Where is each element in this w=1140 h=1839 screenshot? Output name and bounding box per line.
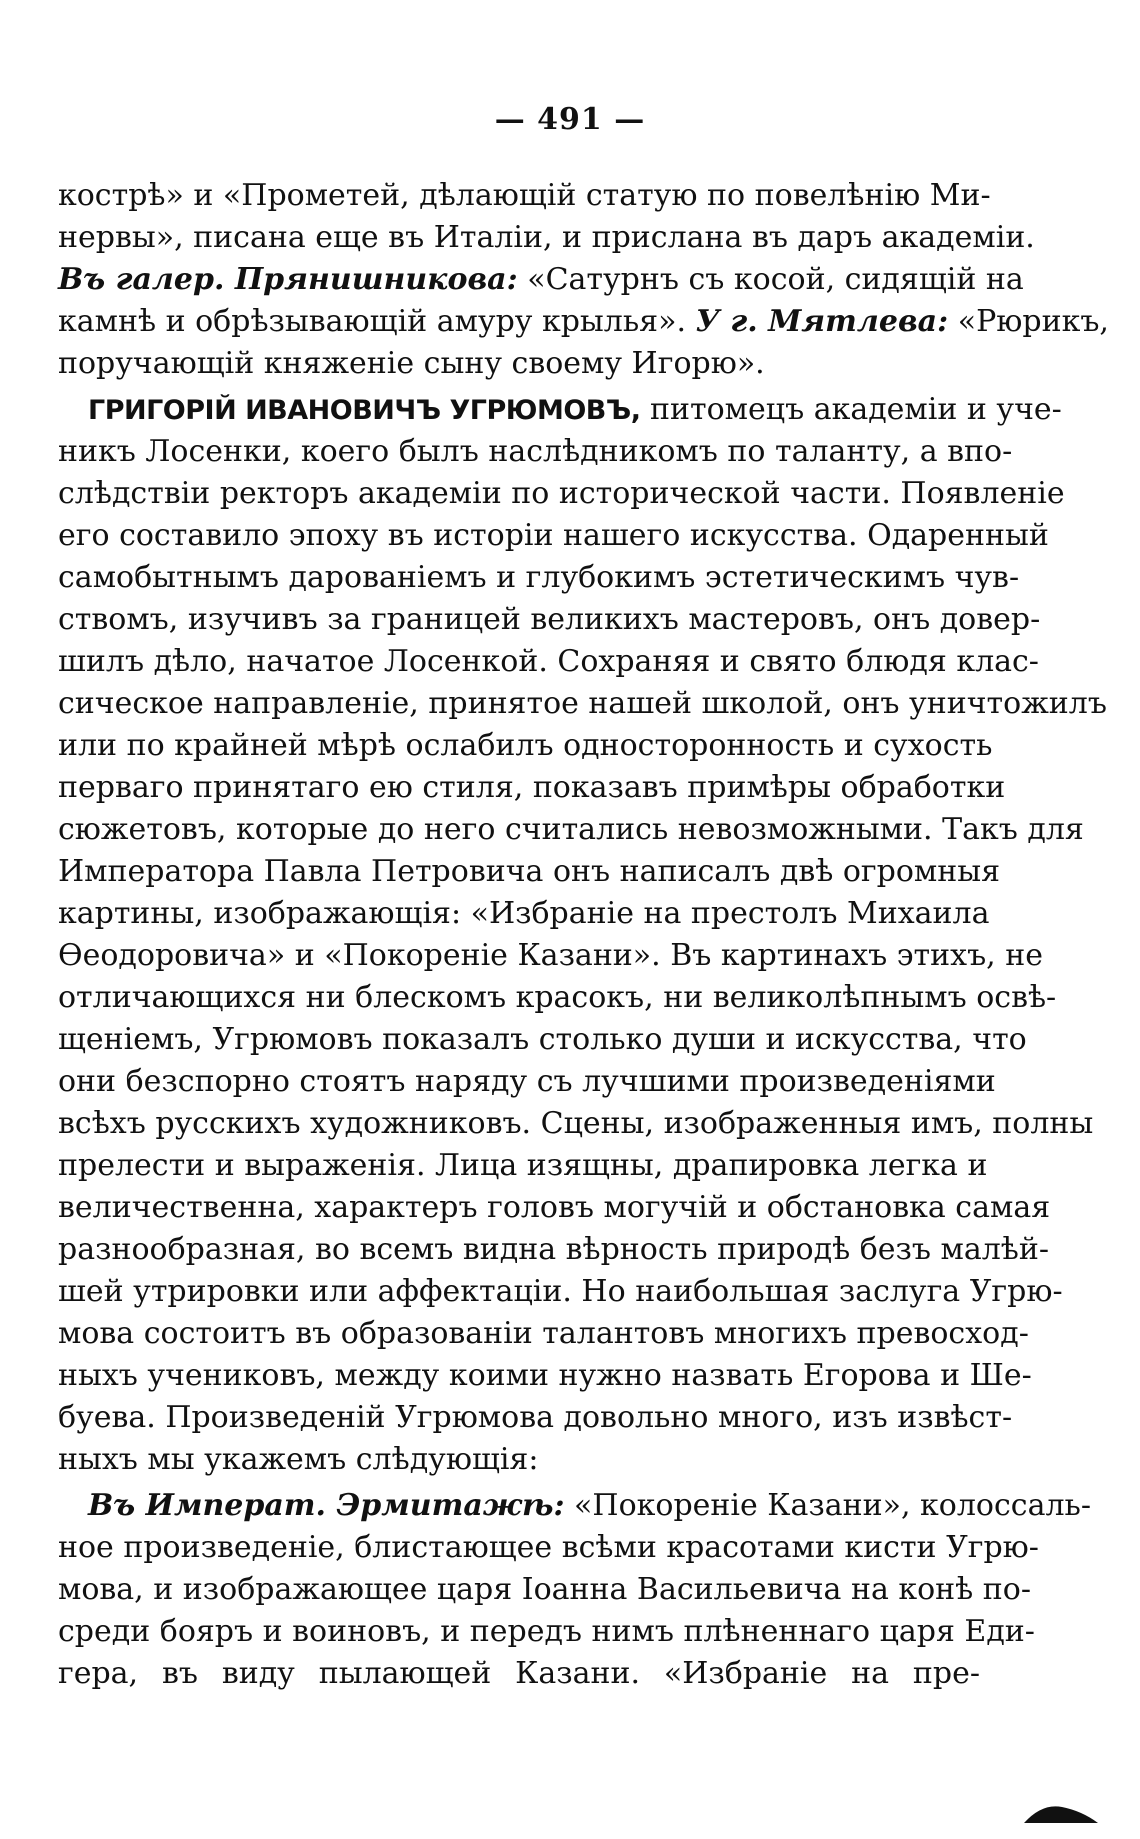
text-line [58, 301, 1109, 343]
text-line [58, 1569, 1031, 1611]
text-segment: мова, и изображающее царя Іоанна Васильевича на конѣ по- [58, 1572, 1031, 1607]
text-line [58, 725, 993, 767]
text-segment: кострѣ» и «Прометей, дѣлающій статую по повелѣнію Ми- [58, 178, 991, 213]
text-line [58, 1271, 1063, 1313]
text-segment: картины, изображающія: «Избраніе на престолъ Михаила [58, 896, 990, 931]
text-segment: самобытнымъ дарованіемъ и глубокимъ эстетическимъ чув- [58, 560, 1020, 595]
text-segment: они безспорно стоятъ наряду съ лучшими произведеніями [58, 1064, 996, 1099]
body-text [58, 175, 1109, 1695]
text-segment: гера, въ виду пылающей Казани. «Избраніе на пре- [58, 1656, 980, 1691]
text-line [58, 851, 1001, 893]
text-segment: мова состоитъ въ образованіи талантовъ многихъ превосход- [58, 1316, 1029, 1351]
text-line [58, 683, 1107, 725]
text-line [58, 599, 1041, 641]
text-segment: камнѣ и обрѣзывающій амуру крылья». [58, 304, 696, 339]
printer-ornament-mark [1022, 1799, 1100, 1825]
paragraph-hermitage-works [58, 1485, 1091, 1695]
text-segment: ныхъ учениковъ, между коими нужно назвать Егорова и Ше- [58, 1358, 1032, 1393]
text-segment: Императора Павла Петровича онъ написалъ двѣ огромныя [58, 854, 1001, 889]
text-segment: отличающихся ни блескомъ красокъ, ни великолѣпнымъ освѣ- [58, 980, 1057, 1015]
text-line [58, 767, 1006, 809]
text-line [58, 389, 1062, 431]
text-line [58, 1355, 1032, 1397]
text-segment: всѣхъ русскихъ художниковъ. Сцены, изображенныя имъ, полны [58, 1106, 1094, 1141]
text-segment: «Покореніе Казани», колоссаль- [564, 1488, 1091, 1523]
text-line [58, 1019, 1027, 1061]
text-segment: сюжетовъ, которые до него считались невозможными. Такъ для [58, 812, 1084, 847]
text-segment: или по крайней мѣрѣ ослабилъ односторонность и сухость [58, 728, 993, 763]
text-segment: величественна, характеръ головъ могучій и обстановка самая [58, 1190, 1051, 1225]
person-name-heading: ГРИГОРІЙ ИВАНОВИЧЪ УГРЮМОВЪ, [88, 395, 641, 426]
text-line [58, 259, 1024, 301]
text-segment: поручающій княженіе сыну своему Игорю». [58, 346, 765, 381]
text-line [58, 431, 1013, 473]
text-line [58, 1145, 988, 1187]
text-line [58, 1653, 980, 1695]
text-segment: «Сатурнъ съ косой, сидящій на [517, 262, 1024, 297]
text-line [58, 175, 991, 217]
text-segment: ныхъ мы укажемъ слѣдующія: [58, 1442, 539, 1477]
text-segment: нервы», писана еще въ Италіи, и прислана въ даръ академіи. [58, 220, 1035, 255]
text-line [58, 1439, 980, 1481]
paragraph-artwork-list-continued [58, 175, 1109, 385]
text-line [58, 343, 980, 385]
text-segment: щеніемъ, Угрюмовъ показалъ столько души и искусства, что [58, 1022, 1027, 1057]
text-line [58, 217, 1035, 259]
text-segment: его составило эпоху въ исторіи нашего искусства. Одаренный [58, 518, 1049, 553]
text-segment: питомецъ академіи и уче- [640, 392, 1062, 427]
text-segment: буева. Произведеній Угрюмова довольно много, изъ извѣст- [58, 1400, 1013, 1435]
text-segment: прелести и выраженія. Лица изящны, драпировка легка и [58, 1148, 988, 1183]
text-segment: перваго принятаго ею стиля, показавъ примѣры обработки [58, 770, 1006, 805]
text-segment: ствомъ, изучивъ за границей великихъ мастеровъ, онъ довер- [58, 602, 1041, 637]
text-line [58, 1397, 1013, 1439]
text-line [58, 1229, 1049, 1271]
text-segment: «Рюрикъ, [948, 304, 1109, 339]
text-line [58, 1103, 1094, 1145]
page-number: — 491 — [494, 102, 646, 137]
text-line [58, 641, 1039, 683]
text-segment: среди бояръ и воиновъ, и передъ нимъ плѣненнаго царя Еди- [58, 1614, 1035, 1649]
text-line [58, 809, 1084, 851]
collection-reference: Въ Императ. Эрмитажѣ: [88, 1488, 565, 1523]
text-segment: ное произведеніе, блистающее всѣми красотами кисти Угрю- [58, 1530, 1039, 1565]
text-line [58, 1485, 1091, 1527]
text-segment: разнообразная, во всемъ видна вѣрность природѣ безъ малѣй- [58, 1232, 1049, 1267]
text-line [58, 1527, 1039, 1569]
paragraph-ugryumov-biography [58, 389, 1107, 1481]
text-segment: Ѳеодоровича» и «Покореніе Казани». Въ картинахъ этихъ, не [58, 938, 1043, 973]
text-line [58, 515, 1049, 557]
text-segment: сическое направленіе, принятое нашей школой, онъ уничтожилъ [58, 686, 1107, 721]
text-line [58, 977, 1057, 1019]
text-line [58, 1061, 996, 1103]
text-line [58, 935, 1043, 977]
text-segment: никъ Лосенки, коего былъ наслѣдникомъ по таланту, а впо- [58, 434, 1013, 469]
text-line [58, 1187, 1051, 1229]
text-line [58, 1313, 1029, 1355]
text-segment: шей утрировки или аффектаціи. Но наибольшая заслуга Угрю- [58, 1274, 1063, 1309]
text-line [58, 893, 990, 935]
collection-reference: Въ галер. Прянишникова: [58, 262, 518, 297]
collection-reference: У г. Мятлева: [695, 304, 949, 339]
text-line [58, 557, 1020, 599]
text-segment: слѣдствіи ректоръ академіи по исторической части. Появленіе [58, 476, 1065, 511]
text-segment: шилъ дѣло, начатое Лосенкой. Сохраняя и свято блюдя клас- [58, 644, 1039, 679]
text-line [58, 1611, 1035, 1653]
text-line [58, 473, 1065, 515]
